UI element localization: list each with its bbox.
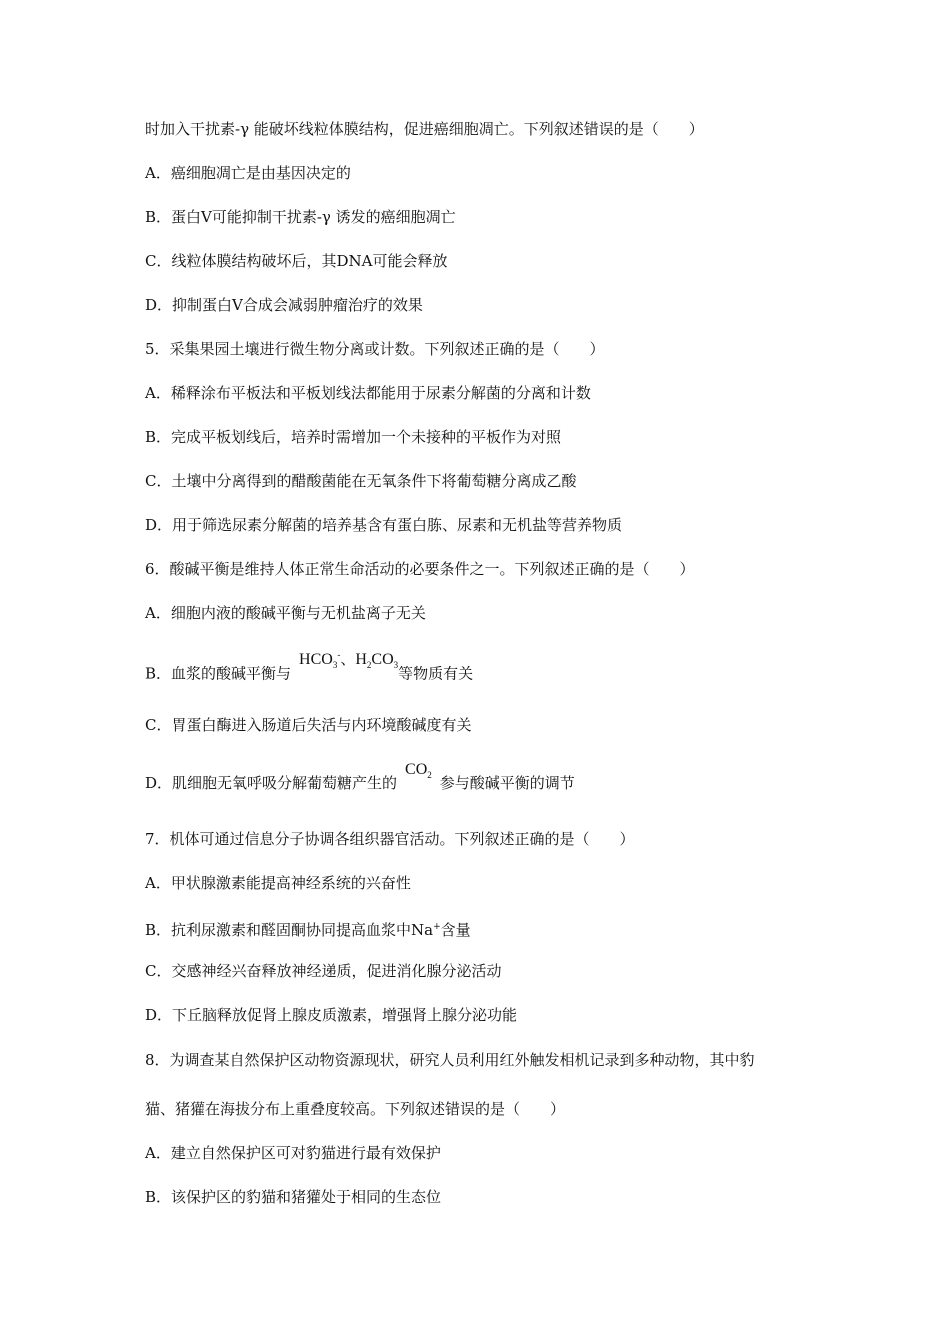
question-6-option-a: A．细胞内液的酸碱平衡与无机盐离子无关	[145, 604, 426, 622]
separator: 、	[340, 650, 356, 669]
question-4-option-d: D．抑制蛋白V合成会减弱肿瘤治疗的效果	[145, 296, 423, 314]
question-8-option-b: B．该保护区的豹猫和猪獾处于相同的生态位	[145, 1188, 442, 1206]
question-5-option-b: B．完成平板划线后，培养时需增加一个未接种的平板作为对照	[145, 428, 562, 446]
carbon-dioxide-formula: $CO_2$	[405, 761, 432, 781]
option-d-suffix: 参与酸碱平衡的调节	[439, 774, 575, 792]
question-5-option-d: D．用于筛选尿素分解菌的培养基含有蛋白胨、尿素和无机盐等营养物质	[145, 516, 623, 534]
question-6-stem: 6．酸碱平衡是维持人体正常生命活动的必要条件之一。下列叙述正确的是（ ）	[145, 560, 695, 578]
option-b-prefix: B．血浆的酸碱平衡与	[145, 664, 292, 683]
option-b-suffix: 等物质有关	[398, 664, 474, 683]
question-7-option-d: D．下丘脑释放促肾上腺皮质激素，增强肾上腺分泌功能	[145, 1006, 518, 1024]
question-8-option-a: A．建立自然保护区可对豹猫进行最有效保护	[145, 1144, 441, 1162]
question-6-option-d	[145, 761, 575, 799]
question-6-option-b	[145, 650, 474, 690]
question-5-option-a: A．稀释涂布平板法和平板划线法都能用于尿素分解菌的分离和计数	[145, 384, 591, 402]
question-7-option-a: A．甲状腺激素能提高神经系统的兴奋性	[145, 874, 411, 892]
question-4-option-c: C．线粒体膜结构破坏后，其DNA可能会释放	[145, 252, 448, 270]
question-5-option-c: C．土壤中分离得到的醋酸菌能在无氧条件下将葡萄糖分离成乙酸	[145, 472, 577, 490]
question-6-option-c: C．胃蛋白酶进入肠道后失活与内环境酸碱度有关	[145, 716, 472, 734]
question-4-continuation: 时加入干扰素-γ 能破坏线粒体膜结构，促进癌细胞凋亡。下列叙述错误的是（ ）	[145, 120, 704, 138]
carbonic-acid-formula: $H_2CO_3$	[355, 651, 399, 671]
question-7-option-b: B．抗利尿激素和醛固酮协同提高血浆中Na+含量	[145, 921, 471, 939]
question-7-option-c: C．交感神经兴奋释放神经递质，促进消化腺分泌活动	[145, 962, 502, 980]
option-d-prefix: D．肌细胞无氧呼吸分解葡萄糖产生的	[145, 774, 398, 792]
question-8-stem-line-1: 8．为调查某自然保护区动物资源现状，研究人员利用红外触发相机记录到多种动物，其中豹	[145, 1051, 755, 1069]
question-8-stem-line-2: 猫、猪獾在海拔分布上重叠度较高。下列叙述错误的是（ ）	[145, 1100, 566, 1118]
bicarbonate-formula: $HCO_3^-$	[299, 650, 341, 671]
question-4-option-a: A．癌细胞凋亡是由基因决定的	[145, 164, 351, 182]
question-4-option-b: B．蛋白V可能抑制干扰素-γ 诱发的癌细胞凋亡	[145, 208, 456, 226]
question-7-stem: 7．机体可通过信息分子协调各组织器官活动。下列叙述正确的是（ ）	[145, 830, 635, 848]
question-5-stem: 5．采集果园土壤进行微生物分离或计数。下列叙述正确的是（ ）	[145, 340, 605, 358]
